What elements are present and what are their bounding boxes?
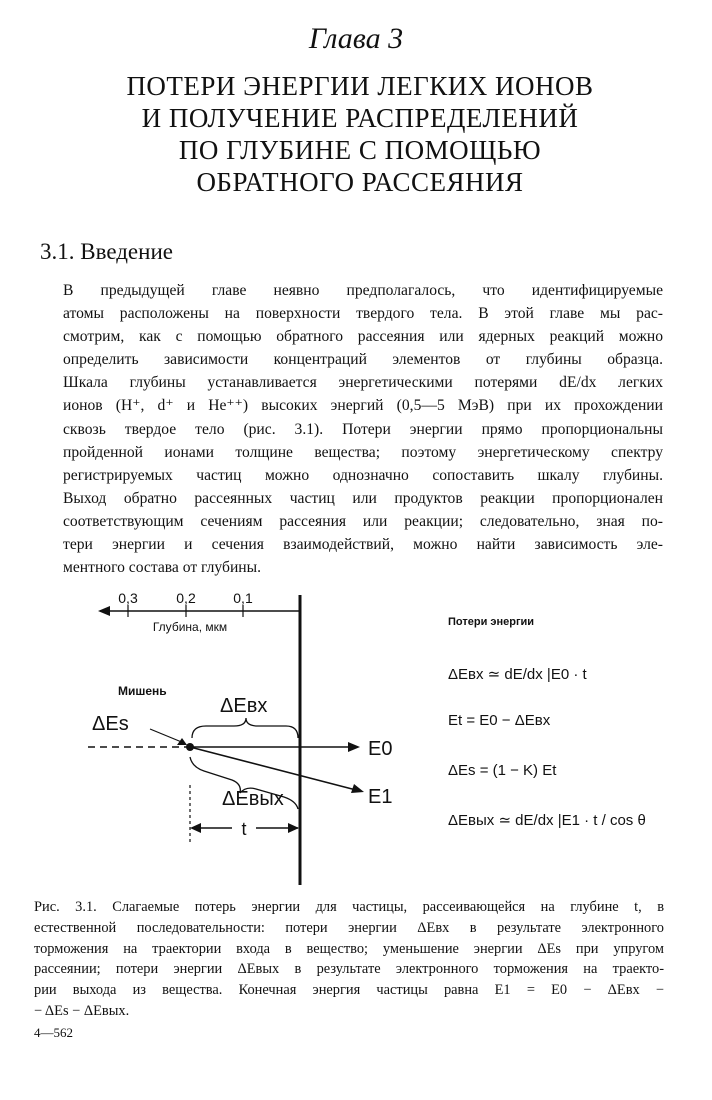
caption-line: естественной последовательности: потери энергии ΔEвх в результате электронного [34, 919, 664, 936]
paragraph-line: атомы расположены на поверхности твердого тела. В этой главе мы рас- [63, 305, 663, 323]
title-line: И ПОЛУЧЕНИЕ РАСПРЕДЕЛЕНИЙ [141, 103, 579, 133]
thickness-right-arrow-icon [288, 823, 299, 833]
page-number: 4—562 [34, 1025, 73, 1040]
beam-out-arrow-icon [351, 784, 364, 793]
target-label: Мишень [118, 684, 167, 698]
formula-3: ΔEs = (1 − K) Et [448, 762, 557, 779]
section-heading: 3.1. Введение [40, 239, 173, 264]
formula-2: Et = E0 − ΔEвх [448, 712, 551, 729]
delta-es-pointer [150, 729, 184, 743]
caption-line: рии выхода из вещества. Конечная энергия частицы равна E1 = E0 − ΔEвх − [34, 982, 664, 999]
paragraph-line: соответствующим сечениям рассеяния или реакции; следовательно, зная по- [63, 512, 663, 530]
chapter-label: Глава 3 [308, 22, 404, 55]
delta-e-in-brace [192, 718, 298, 738]
paragraph-line: пройденной ионами толщине вещества; поэтому энергетическому спектру [63, 443, 663, 461]
depth-tick-label: 0,1 [233, 590, 253, 606]
formula-1: ΔEвх ≃ dE/dx |E0 · t [448, 666, 587, 683]
title-line: ОБРАТНОГО РАССЕЯНИЯ [196, 167, 524, 197]
caption-line: рассеянии; потери энергии ΔEвых в результате электронного торможения на траекто- [34, 961, 664, 978]
paragraph-line: ионов (H⁺, d⁺ и He⁺⁺) высоких энергий (0,5—5 МэВ) при их прохождении [63, 397, 663, 415]
intro-paragraph [63, 279, 663, 579]
paragraph-line: определить зависимости концентраций элементов от глубины образца. [63, 351, 663, 369]
depth-axis-arrow-icon [98, 606, 110, 616]
caption-line: торможения на траектории входа в вещество; уменьшение энергии ΔEs при упругом [34, 940, 664, 957]
delta-es-arrow-icon [177, 738, 187, 745]
depth-tick-label: 0,3 [118, 590, 138, 606]
beam-out-label: E1 [368, 786, 393, 808]
paragraph-line: ментного состава от глубины. [63, 559, 262, 577]
paragraph-line: Шкала глубины устанавливается энергетическими потерями dE/dx легких [63, 374, 663, 392]
delta-e-out-label: ΔEвых [222, 788, 284, 810]
beam-in-label: E0 [368, 738, 393, 760]
formula-4: ΔEвых ≃ dE/dx |E1 · t / cos θ [448, 812, 646, 829]
depth-tick-label: 0,2 [176, 590, 196, 606]
figure-caption [34, 897, 664, 1022]
paragraph-line: регистрируемых частиц можно однозначно сопоставить шкалу глубины. [63, 466, 663, 484]
delta-es-label: ΔEs [92, 713, 129, 735]
beam-in-arrow-icon [348, 742, 360, 752]
paragraph-line: тери энергии и сечения взаимодействий, можно найти зависимость эле- [63, 536, 663, 554]
delta-e-in-label: ΔEвх [220, 695, 268, 717]
paragraph-line: В предыдущей главе неявно предполагалось, что идентифицируемые [63, 282, 663, 299]
caption-line: − ΔEs − ΔEвых. [34, 1002, 130, 1019]
thickness-label: t [241, 819, 247, 839]
energy-loss-figure [80, 585, 646, 885]
formulas-title: Потери энергии [448, 616, 535, 628]
paragraph-line: смотрим, как с помощью обратного рассеяния или ядерных реакций можно [63, 328, 663, 346]
title-line: ПОТЕРИ ЭНЕРГИИ ЛЕГКИХ ИОНОВ [126, 71, 594, 101]
thickness-left-arrow-icon [190, 823, 201, 833]
paragraph-line: Выход обратно рассеянных частиц или продуктов реакции пропорционален [63, 489, 663, 507]
depth-axis-label: Глубина, мкм [152, 620, 228, 634]
chapter-title [60, 70, 660, 198]
paragraph-line: сквозь твердое тело (рис. 3.1). Потери энергии прямо пропорциональны [63, 420, 663, 438]
caption-line: Рис. 3.1. Слагаемые потерь энергии для частицы, рассеивающейся на глубине t, в [34, 899, 664, 915]
title-line: ПО ГЛУБИНЕ С ПОМОЩЬЮ [178, 135, 542, 165]
exit-beam [190, 747, 356, 790]
